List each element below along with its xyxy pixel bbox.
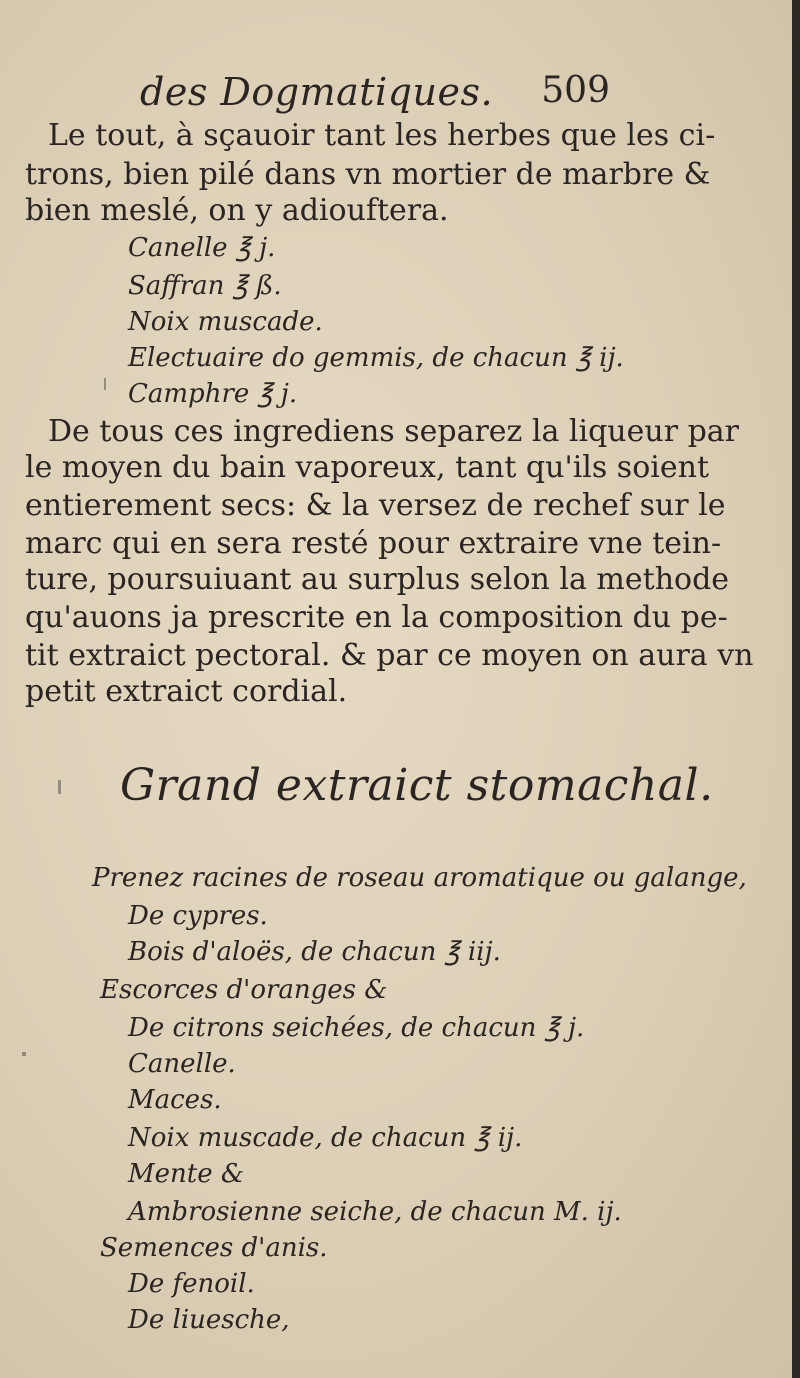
recipe-2-item: Canelle. [128,1049,236,1079]
recipe-2-item: De citrons seichées, de chacun ℥ j. [128,1013,585,1043]
page-number: 509 [541,70,610,111]
ink-speck [22,1052,26,1056]
recipe-1-item: Noix muscade. [128,307,323,337]
paragraph-2-line: De tous ces ingrediens separez la liqueur par [48,414,740,449]
paragraph-2-line: ture, poursuiuant au surplus selon la methode [25,562,730,597]
recipe-2-item: Noix muscade, de chacun ℥ ij. [128,1123,523,1153]
section-title: Grand extraict stomachal. [120,760,714,811]
paragraph-2-line: qu'auons ja prescrite en la composition du pe- [25,600,728,635]
ink-speck [104,378,106,390]
paragraph-2-line: petit extraict cordial. [25,674,348,709]
paragraph-2-line: entierement secs: & la versez de rechef sur le [25,488,726,523]
recipe-1-item: Canelle ℥ j. [128,233,276,263]
page-edge-shadow [792,0,800,1378]
recipe-1-item: Electuaire do gemmis, de chacun ℥ ij. [128,343,624,373]
recipe-2-item: Prenez racines de roseau aromatique ou galange, [92,863,747,893]
recipe-2-item: De cypres. [128,901,268,931]
paragraph-1-line: trons, bien pilé dans vn mortier de marbre & [25,157,711,192]
recipe-1-item: Camphre ℥ j. [128,379,298,409]
recipe-2-item: De fenoil. [128,1269,255,1299]
recipe-2-item: Ambrosienne seiche, de chacun M. ij. [128,1197,622,1227]
paragraph-1-line: Le tout, à sçauoir tant les herbes que les ci- [48,118,716,153]
recipe-2-item: Bois d'aloës, de chacun ℥ iij. [128,937,501,967]
recipe-2-item: Semences d'anis. [100,1233,328,1263]
paragraph-2-line: tit extraict pectoral. & par ce moyen on aura vn [25,638,754,673]
recipe-2-item: Escorces d'oranges & [100,975,388,1005]
recipe-2-item: Maces. [128,1085,222,1115]
paragraph-2-line: le moyen du bain vaporeux, tant qu'ils soient [25,450,709,485]
ink-speck [58,780,61,794]
running-head: des Dogmatiques. [140,70,494,114]
paragraph-1-line: bien meslé, on y adiouftera. [25,193,449,228]
paragraph-2-line: marc qui en sera resté pour extraire vne tein- [25,526,722,561]
recipe-2-item: De liuesche, [128,1305,290,1335]
recipe-2-item: Mente & [128,1159,244,1189]
recipe-1-item: Saffran ℥ ß. [128,271,282,301]
page-header [140,62,610,112]
